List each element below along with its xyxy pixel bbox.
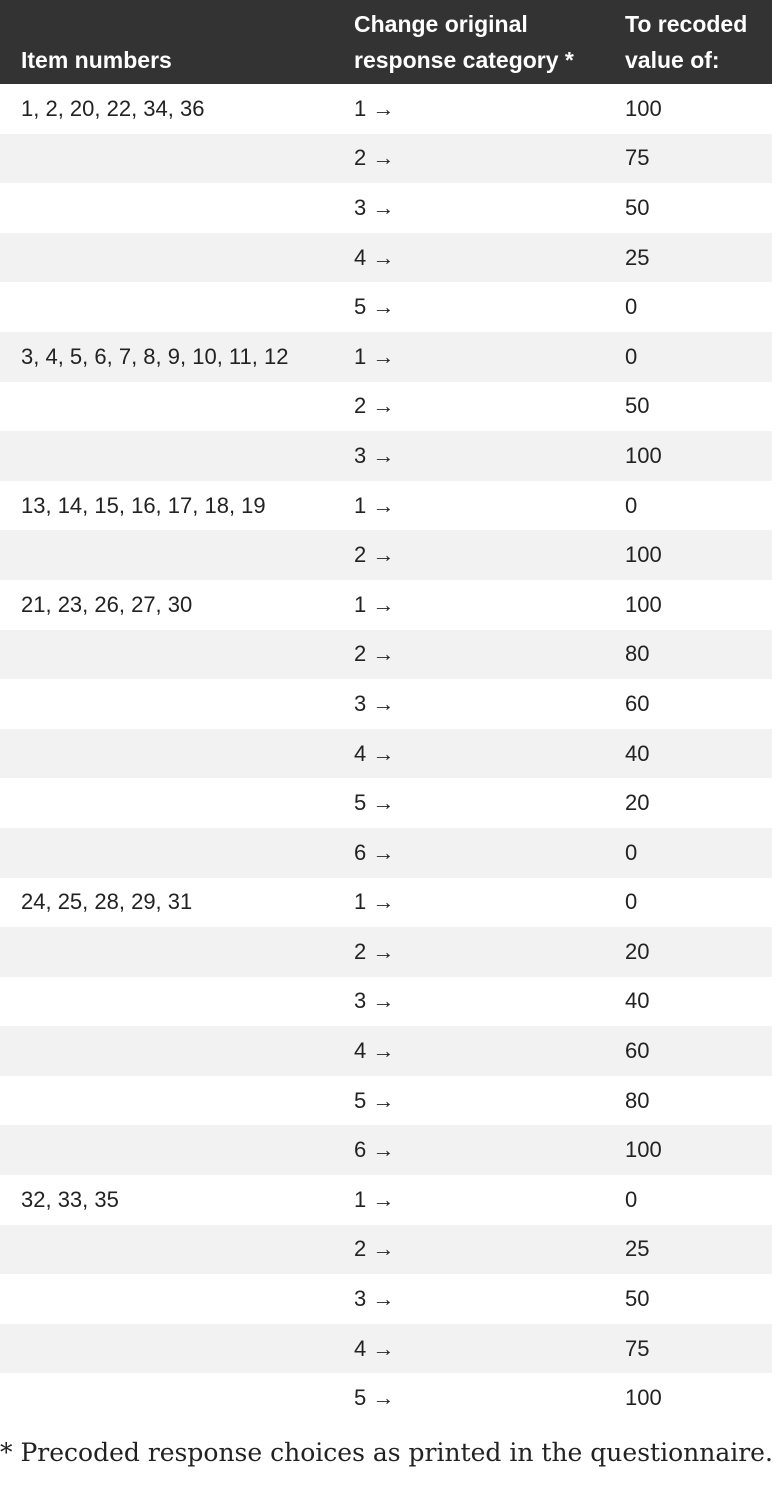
original-category-cell: 5 → [354, 1087, 395, 1113]
header-original-category [351, 0, 622, 84]
table-row [0, 332, 772, 382]
recoded-value-cell: 50 [625, 194, 650, 220]
header-value-line1: To recoded [625, 11, 748, 37]
items-cell [0, 927, 351, 977]
table-row [0, 431, 772, 481]
original-category-cell: 1 → [354, 95, 395, 121]
table-row [0, 1175, 772, 1225]
table-row [0, 530, 772, 580]
header-value-line2: value of: [625, 47, 720, 73]
table-header [0, 0, 772, 84]
table-row [0, 1274, 772, 1324]
original-category-cell: 5 → [354, 294, 395, 320]
recoded-value-cell: 80 [622, 630, 772, 680]
table-row [0, 84, 772, 134]
items-cell [0, 282, 351, 332]
footnote: * Precoded response choices as printed in the questionnaire. [0, 1438, 773, 1468]
original-category-cell: 3 → [354, 194, 395, 220]
table-row [0, 977, 772, 1027]
table-row [0, 1324, 772, 1374]
items-cell [0, 1324, 351, 1374]
items-cell: 21, 23, 26, 27, 30 [21, 591, 193, 617]
items-cell [0, 1026, 351, 1076]
items-cell [0, 1225, 351, 1275]
items-cell [0, 431, 351, 481]
table-row [0, 1076, 772, 1126]
table-row [0, 580, 772, 630]
items-cell: 13, 14, 15, 16, 17, 18, 19 [21, 492, 266, 518]
items-cell [0, 729, 351, 779]
table-row [0, 183, 772, 233]
items-cell [0, 977, 351, 1027]
table-row [0, 1026, 772, 1076]
items-cell: 1, 2, 20, 22, 34, 36 [21, 95, 205, 121]
original-category-cell: 1 → [351, 332, 622, 382]
items-cell [0, 1125, 351, 1175]
items-cell [0, 828, 351, 878]
recoded-value-cell: 0 [625, 1186, 638, 1212]
recoded-value-cell: 20 [622, 927, 772, 977]
original-category-cell: 4 → [351, 729, 622, 779]
items-cell [0, 630, 351, 680]
header-item-numbers-label: Item numbers [21, 47, 172, 73]
recoded-value-cell: 80 [625, 1087, 650, 1113]
items-cell [0, 1274, 351, 1324]
table-row [0, 927, 772, 977]
original-category-cell: 1 → [354, 1186, 395, 1212]
recoded-value-cell: 0 [622, 828, 772, 878]
table-row [0, 481, 772, 531]
recoded-value-cell: 60 [622, 1026, 772, 1076]
original-category-cell: 4 → [351, 233, 622, 283]
original-category-cell: 1 → [354, 591, 395, 617]
original-category-cell: 2 → [351, 1225, 622, 1275]
recoded-value-cell: 50 [625, 393, 650, 419]
recoded-value-cell: 0 [625, 889, 638, 915]
table-row [0, 1225, 772, 1275]
items-cell [0, 530, 351, 580]
table-row [0, 878, 772, 928]
table-row [0, 1125, 772, 1175]
header-original-line2: response category * [354, 47, 574, 73]
items-cell [0, 1076, 351, 1126]
recoded-value-cell: 40 [622, 729, 772, 779]
recoded-value-cell: 100 [625, 95, 662, 121]
table-row [0, 1373, 772, 1423]
recoded-value-cell: 0 [625, 492, 638, 518]
table-row [0, 828, 772, 878]
items-cell: 24, 25, 28, 29, 31 [21, 889, 193, 915]
recoded-value-cell: 50 [625, 1286, 650, 1312]
original-category-cell: 2 → [351, 630, 622, 680]
original-category-cell: 5 → [354, 790, 395, 816]
original-category-cell: 1 → [354, 492, 395, 518]
header-recoded-value [622, 0, 772, 84]
recoded-value-cell: 75 [622, 134, 772, 184]
original-category-cell: 4 → [351, 1026, 622, 1076]
items-cell [0, 183, 351, 233]
recoded-value-cell: 75 [622, 1324, 772, 1374]
table-row [0, 778, 772, 828]
recoded-value-cell: 0 [625, 294, 638, 320]
items-cell [0, 778, 351, 828]
header-row [0, 0, 772, 84]
table-row [0, 729, 772, 779]
table-row [0, 134, 772, 184]
recoded-value-cell: 100 [622, 431, 772, 481]
original-category-cell: 2 → [351, 134, 622, 184]
table-row [0, 233, 772, 283]
original-category-cell: 2 → [351, 530, 622, 580]
table-body [0, 84, 772, 1423]
recoded-value-cell: 40 [625, 988, 650, 1014]
recoded-value-cell: 100 [625, 1385, 662, 1411]
items-cell [0, 233, 351, 283]
header-item-numbers [0, 0, 351, 84]
original-category-cell: 6 → [351, 828, 622, 878]
items-cell: 32, 33, 35 [21, 1186, 119, 1212]
original-category-cell: 3 → [354, 690, 395, 716]
items-cell: 3, 4, 5, 6, 7, 8, 9, 10, 11, 12 [0, 332, 351, 382]
recoded-value-cell: 25 [622, 1225, 772, 1275]
items-cell [0, 382, 351, 432]
original-category-cell: 6 → [351, 1125, 622, 1175]
original-category-cell: 3 → [354, 1286, 395, 1312]
original-category-cell: 3 → [354, 988, 395, 1014]
original-category-cell: 2 → [354, 393, 395, 419]
table-row [0, 282, 772, 332]
recoded-value-cell: 60 [625, 690, 650, 716]
original-category-cell: 2 → [351, 927, 622, 977]
original-category-cell: 1 → [354, 889, 395, 915]
items-cell [0, 1373, 351, 1423]
original-category-cell: 5 → [354, 1385, 395, 1411]
recoded-value-cell: 100 [622, 1125, 772, 1175]
items-cell [0, 679, 351, 729]
items-cell [0, 134, 351, 184]
table-row [0, 630, 772, 680]
recoded-value-cell: 20 [625, 790, 650, 816]
header-original-line1: Change original [354, 11, 528, 37]
original-category-cell: 4 → [351, 1324, 622, 1374]
recoded-value-cell: 25 [622, 233, 772, 283]
table-row [0, 382, 772, 432]
recoded-value-cell: 100 [622, 530, 772, 580]
table-row [0, 679, 772, 729]
recoded-value-cell: 0 [622, 332, 772, 382]
original-category-cell: 3 → [351, 431, 622, 481]
recoded-value-cell: 100 [625, 591, 662, 617]
